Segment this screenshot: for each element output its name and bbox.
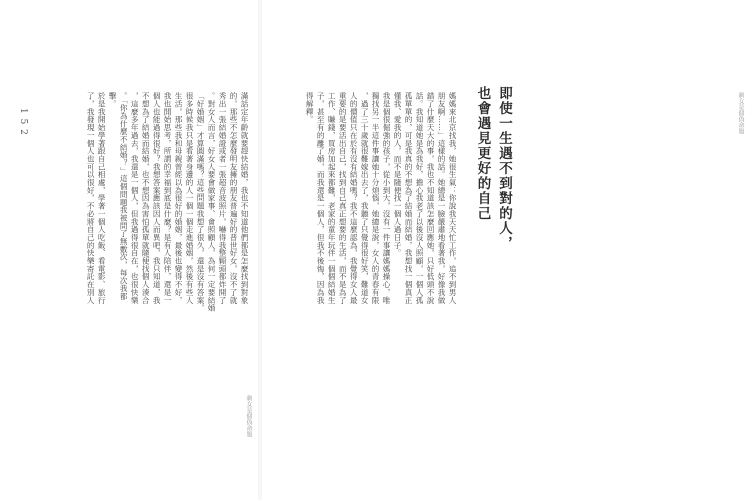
text-column: 我是個很倔強的孩子，從小到大，沒有一件事讓媽媽操心，唯 <box>382 92 392 304</box>
text-column: 重要的是要活出自己，找到自己真正想要的生活，而不是為了 <box>338 92 348 304</box>
text-column: 得解釋。 <box>305 92 315 124</box>
text-column: 秀出一張結婚證或者一張超音波照片，嚇得我整顆頭都炸開了 <box>218 92 228 304</box>
text-column: ，過了三十歲就很難嫁出去了，我聽了只覺得很好笑，難道女 <box>360 92 370 304</box>
text-column: 話。我知道她是為我好，擔心我老了以後沒人照顧，一個人孤 <box>415 92 425 304</box>
page-number: 1 5 2 <box>18 108 28 136</box>
chapter-title <box>458 86 510 386</box>
text-column: 生活，那些我和母親曾經以為很好的婚姻，最後也變得不好， <box>174 92 184 304</box>
text-column: 媽媽來北京找我，她很生氣：你說我天天忙工作，追不到男人 <box>448 92 457 304</box>
text-column: 滿話定年齡就要趕快結婚，我也不知道他們都是怎麼找到對象 <box>240 92 249 304</box>
text-column: 。「你為什麼不結婚？」這個問題我被問了無數次，每次我都 <box>119 92 129 301</box>
text-column: 朋友啊……」這樣的話。她總是一臉嚴肅地看著我，好像我做 <box>437 92 447 304</box>
right-page <box>262 0 744 500</box>
text-column: 人的價值只在於有沒有結婚嗎？我不這麼認為，我覺得女人最 <box>349 92 359 304</box>
text-column: 錯了什麼天大的事，我也不知道該怎麼回應她，只好低頭不說 <box>426 92 436 304</box>
text-column: 的，那些不怎麼發明友擁的朋友普遍好的普世好女，沒不了就 <box>229 92 239 304</box>
text-column: 孤單單的，可是我真的不想為了結婚而結婚，我想找一個真正 <box>404 92 414 304</box>
text-column: 很多時候我只是看著身邊的人一個一個走進婚姻，然後有些人 <box>185 92 195 304</box>
text-column: 「好婚姻」才算圓滿嗎？這些問題我想了很久，還是沒有答案， <box>196 92 206 312</box>
text-column: 我也開始思考，所謂的幸福到底是什麼？是有人陪伴，還是一 <box>163 92 173 304</box>
left-page <box>0 0 260 500</box>
text-column: 於是我開始學著跟自己相處，學著一個人吃飯、看電影、旅行 <box>97 92 107 304</box>
text-column: 個人也能過得很好？我想答案應該因人而異吧，我只知道，我 <box>152 92 162 304</box>
chapter-title-line: 即使一生遇不到對的人， <box>496 86 512 251</box>
text-column: 獨找另一半這件事讓她十分煩惱，她總是說，女人的青春有限 <box>371 92 381 304</box>
chapter-title-line: 也會遇見更好的自己 <box>474 86 491 221</box>
text-column: 子，甚至有的離了婚，而我還是一個人，但我不後悔，因為我 <box>316 92 326 304</box>
text-column: ，這麼多年過去，我還是一個人，但我過得很自在，也很快樂 <box>130 92 140 304</box>
text-column: 工作、賺錢，買房加起來都難，老家的童年玩伴一個個結婚生 <box>327 92 337 304</box>
text-column: 懂我、愛我的人，而不是隨便找一個人過日子。 <box>393 92 403 257</box>
left-page-text <box>34 92 248 382</box>
text-column: 不想為了結婚而結婚，也不想因為害怕孤單就隨便找個人湊合 <box>141 92 151 304</box>
running-footer: 剩女是個偽命題 <box>245 395 252 437</box>
text-column: 了，我發現一個人也可以很好，不必將自己的快樂寄託在別人 <box>86 92 96 304</box>
text-column: 。對女人而言，好女人要會做家事、會照顧人，為何一定要結婚 <box>207 92 217 312</box>
text-column: 擊。 <box>108 92 118 108</box>
running-header: 剩女是個偽命題 <box>737 92 744 134</box>
right-page-text <box>274 92 456 382</box>
